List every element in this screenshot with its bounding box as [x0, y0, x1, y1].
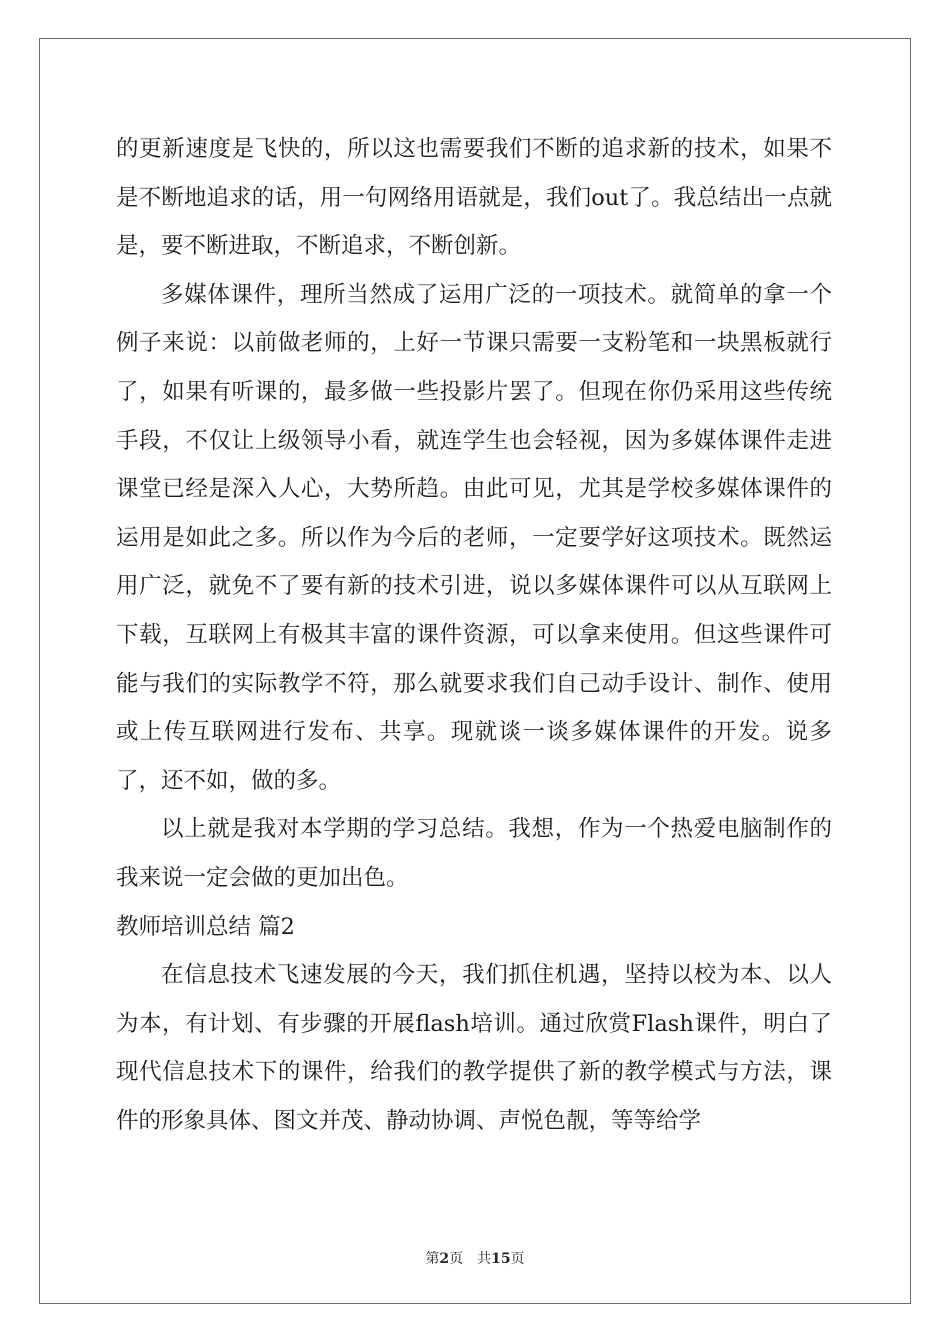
document-body — [116, 125, 832, 1145]
section-heading: 教师培训总结 篇2 — [116, 913, 295, 940]
page-number: 2 — [439, 1251, 450, 1267]
page-footer — [0, 1248, 950, 1268]
paragraph-4: 在信息技术飞速发展的今天，我们抓住机遇，坚持以校为本、以人为本，有计划、有步骤的开展flash培训。通过欣赏Flash课件，明白了现代信息技术下的课件，给我们的教学提供了新的教学模式与方法，课件的形象具体、图文并茂、静动协调、声悦色靓，等等给学 — [116, 962, 832, 1134]
page-suffix: 页 — [449, 1251, 464, 1267]
paragraph-1: 的更新速度是飞快的，所以这也需要我们不断的追求新的技术，如果不是不断地追求的话，用一句网络用语就是，我们out了。我总结出一点就是，要不断进取，不断追求，不断创新。 — [116, 136, 832, 260]
paragraph-2: 多媒体课件，理所当然成了运用广泛的一项技术。就简单的拿一个例子来说：以前做老师的，上好一节课只需要一支粉笔和一块黑板就行了，如果有听课的，最多做一些投影片罢了。但现在你仍采用这些传统手段，不仅让上级领导小看，就连学生也会轻视，因为多媒体课件走进课堂已经是深入人心，大势所趋。由此可见，尤其是学校多媒体课件的运用是如此之多。所以作为今后的老师，一定要学好这项技术。既然运用广泛，就免不了要有新的技术引进，说以多媒体课件可以从互联网上下载，互联网上有极其丰富的课件资源，可以拿来使用。但这些课件可能与我们的实际教学不符，那么就要求我们自己动手设计、制作、使用或上传互联网进行发布、共享。现就谈一谈多媒体课件的开发。说多了，还不如，做的多。 — [116, 281, 832, 794]
total-pages: 15 — [491, 1251, 511, 1267]
page-prefix: 第 — [425, 1251, 440, 1267]
total-suffix: 页 — [510, 1251, 525, 1267]
total-prefix: 共 — [477, 1251, 492, 1267]
paragraph-3: 以上就是我对本学期的学习总结。我想，作为一个热爱电脑制作的我来说一定会做的更加出色。 — [116, 816, 832, 891]
